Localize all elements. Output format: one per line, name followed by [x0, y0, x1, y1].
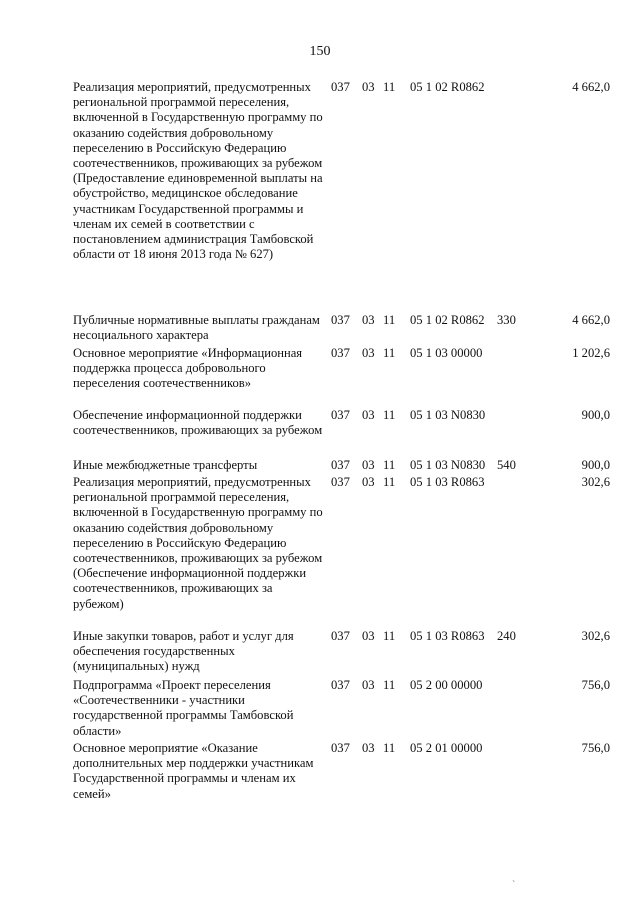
- row-ministry-code: 037: [331, 408, 350, 422]
- row-sum: 756,0: [581, 678, 610, 692]
- row-ministry-code: 037: [331, 678, 350, 692]
- row-section-code: 03: [362, 629, 375, 643]
- row-name: Иные закупки товаров, работ и услуг для обеспечения государственных (муниципальных) нужд: [73, 629, 294, 674]
- row-section-code: 03: [362, 313, 375, 327]
- row-target-article: 05 1 02 R0862: [410, 80, 485, 94]
- row-target-article: 05 1 02 R0862: [410, 313, 485, 327]
- row-subsection-code: 11: [383, 313, 396, 327]
- row-ministry-code: 037: [331, 475, 350, 489]
- row-expense-type: 540: [497, 458, 516, 472]
- row-ministry-code: 037: [331, 80, 350, 94]
- row-target-article: 05 2 01 00000: [410, 741, 483, 755]
- row-sum: 4 662,0: [572, 80, 610, 94]
- row-sum: 302,6: [581, 475, 610, 489]
- row-subsection-code: 11: [383, 80, 396, 94]
- scan-mark: `: [512, 880, 516, 891]
- row-name: Публичные нормативные выплаты гражданам несоциального характера: [73, 313, 320, 343]
- row-target-article: 05 2 00 00000: [410, 678, 483, 692]
- row-section-code: 03: [362, 475, 375, 489]
- row-name: Обеспечение информационной поддержки соотечественников, проживающих за рубежом: [73, 408, 323, 438]
- row-ministry-code: 037: [331, 346, 350, 360]
- row-expense-type: 330: [497, 313, 516, 327]
- row-name: Основное мероприятие «Оказание дополнительных мер поддержки участникам Государственной программы и членам их семей»: [73, 741, 314, 801]
- row-section-code: 03: [362, 80, 375, 94]
- row-subsection-code: 11: [383, 678, 396, 692]
- row-subsection-code: 11: [383, 475, 396, 489]
- row-subsection-code: 11: [383, 741, 396, 755]
- row-target-article: 05 1 03 00000: [410, 346, 483, 360]
- row-target-article: 05 1 03 R0863: [410, 629, 485, 643]
- row-ministry-code: 037: [331, 629, 350, 643]
- row-name: Иные межбюджетные трансферты: [73, 458, 258, 472]
- row-ministry-code: 037: [331, 458, 350, 472]
- row-section-code: 03: [362, 346, 375, 360]
- row-section-code: 03: [362, 458, 375, 472]
- row-name: Реализация мероприятий, предусмотренных региональной программой переселения, включенной в Государственную программу по оказанию содействия добровольному переселению в Российскую Федерацию соотечественников, проживающих за рубежом (Предоставление единовременной выплаты на обустройство, медицинское обследование участникам Государственной программы и членам их семей в соответствии с постановлением администрация Тамбовской области от 18 июня 2013 года № 627): [73, 80, 323, 262]
- row-sum: 4 662,0: [572, 313, 610, 327]
- row-ministry-code: 037: [331, 313, 350, 327]
- row-sum: 1 202,6: [572, 346, 610, 360]
- row-sum: 900,0: [581, 458, 610, 472]
- row-target-article: 05 1 03 N0830: [410, 458, 486, 472]
- row-name: Основное мероприятие «Информационная поддержка процесса добровольного переселения соотечественников»: [73, 346, 303, 391]
- page-number: 150: [309, 44, 331, 59]
- row-subsection-code: 11: [383, 458, 396, 472]
- row-sum: 900,0: [581, 408, 610, 422]
- row-subsection-code: 11: [383, 408, 396, 422]
- row-subsection-code: 11: [383, 629, 396, 643]
- row-ministry-code: 037: [331, 741, 350, 755]
- row-name: Подпрограмма «Проект переселения «Соотечественники - участники государственной программы Тамбовской области»: [73, 678, 294, 738]
- row-expense-type: 240: [497, 629, 516, 643]
- row-target-article: 05 1 03 R0863: [410, 475, 485, 489]
- row-section-code: 03: [362, 408, 375, 422]
- row-sum: 302,6: [581, 629, 610, 643]
- row-subsection-code: 11: [383, 346, 396, 360]
- row-section-code: 03: [362, 741, 375, 755]
- row-sum: 756,0: [581, 741, 610, 755]
- row-section-code: 03: [362, 678, 375, 692]
- row-name: Реализация мероприятий, предусмотренных региональной программой переселения, включенной в Государственную программу по оказанию содействия добровольному переселению в Российскую Федерацию соотечественников, проживающих за рубежом (Обеспечение информационной поддержки соотечественников, проживающих за рубежом): [73, 475, 323, 611]
- row-target-article: 05 1 03 N0830: [410, 408, 486, 422]
